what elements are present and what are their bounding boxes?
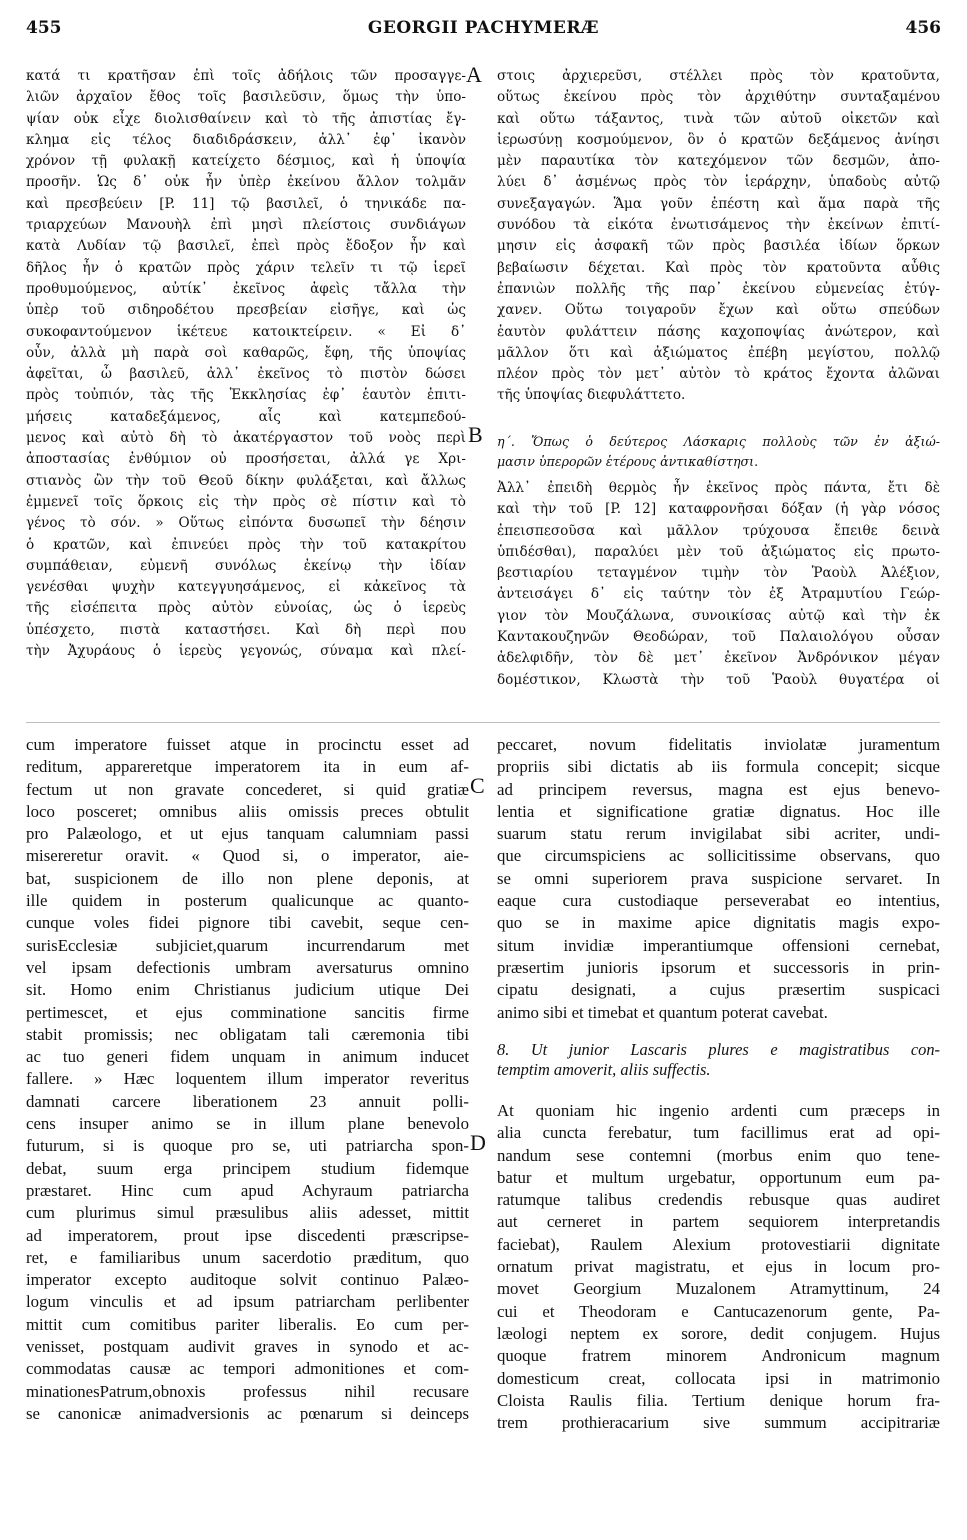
latin-text-line: ret, e familiaribus unum sacerdotio præditum, quo bbox=[26, 1247, 469, 1267]
greek-text-left-column bbox=[26, 66, 466, 662]
greek-text-line: οὖν, ἀλλὰ μὴ παρὰ σοὶ καθαρῶς, ἔφη, τῆς ὑποψίας bbox=[26, 344, 466, 361]
latin-text-line: vel ipsam defectionis umbram aversaturus omnino bbox=[26, 957, 469, 977]
greek-text-line: ἑαυτὸν φυλάττειν πάσης καχοποψίας ἀνώτερον, καὶ bbox=[497, 323, 940, 340]
greek-text-line: λύει δ᾽ ἀσμένως πρὸς τὸν ἱεράρχην, ὑπαδοὺς αὐτῷ bbox=[497, 174, 940, 191]
latin-text-line: quoque fratrem minorem Andronicum magnum bbox=[497, 1346, 940, 1366]
greek-text-line: τῆς ὑποψίας διεφυλάττετο. bbox=[497, 387, 686, 404]
latin-text-line: situm invidiæ imperantiumque offensioni cernebat, bbox=[497, 935, 940, 955]
latin-text-line: pertimescet, et ejus comminatione sancitis firme bbox=[26, 1002, 469, 1022]
latin-text-line: imperator excepto auditoque solvit continuo Palæo- bbox=[26, 1270, 469, 1290]
greek-text-line: ἀποστασίας ἐνθύμιον οὐ προσήσεται, ἀλλά γε Χρι- bbox=[26, 451, 466, 468]
chapter-heading-line: μασιν ὑπερορῶν ἑτέρους ἀντικαθίστησι. bbox=[497, 454, 759, 469]
latin-text-line: cum imperatore fuisset atque in procinctu esset ad bbox=[26, 735, 469, 754]
latin-text-left-column bbox=[26, 734, 469, 1425]
greek-text-line: τῆς εἰσέπειτα πρὸς αὐτὸν εὐνοίας, ὡς ὁ ἱερεὺς bbox=[26, 600, 466, 617]
latin-text-line: mittit cum comitibus pariter liberalis. Eo cum per- bbox=[26, 1314, 469, 1334]
greek-text-line: στοις ἀρχιερεῦσι, στέλλει πρὸς τὸν κρατοῦντα, bbox=[497, 68, 940, 84]
latin-text-line: cunque voles fidei pignore tibi cavebit, seque cen- bbox=[26, 913, 469, 933]
greek-text-line: τριαρχεύων Μανουὴλ ἐπὶ μησὶ πλείστοις συνδιάγων bbox=[26, 217, 466, 234]
greek-text-line: συνόδου τὰ εἰκότα ἐνωτισάμενος τὴν ἐκείνων ἐπιτί- bbox=[497, 217, 940, 234]
latin-text-line: faciebat), Raulem Alexium protovestiarii dignitate bbox=[497, 1234, 940, 1254]
latin-text-line: eaque cura custodiaque perseverabat eo intentius, bbox=[497, 891, 940, 911]
latin-text-line: trem prothieracarium sive summum accipitrariæ bbox=[497, 1413, 940, 1433]
latin-text-line: quo se in maxime apice dignitatis magis expo- bbox=[497, 913, 940, 933]
latin-text-line: commodatas causæ ac tempori admonitiones et com- bbox=[26, 1359, 469, 1379]
chapter-heading-line: 8. Ut junior Lascaris plures e magistratibus con- bbox=[497, 1040, 940, 1059]
latin-text-line: lentia et significatione gratiæ dignatus. Hoc ille bbox=[497, 801, 940, 821]
latin-text-line: pro Palæologo, et ut ejus tanquam calumniam passi bbox=[26, 824, 469, 844]
latin-text-line: ad imperatorem, prout ipse discedenti præscripse- bbox=[26, 1225, 469, 1245]
greek-text-line: πρὸς τοὐπιόν, τὰς τῆς Ἐκκλησίας ἐφ᾽ ἑαυτὸν ἐπιτι- bbox=[26, 387, 466, 404]
greek-text-line: ἐπανιὼν πολλῆς τῆς παρ᾽ ἐκείνου εὐμενείας ἐτύγ- bbox=[497, 280, 940, 297]
latin-text-line: ille quidem in posterum qualicunque ac quanto- bbox=[26, 891, 469, 911]
greek-text-line: συνεξαγαγών. Ἅμα γοῦν ἐπέστη καὶ ἅμα παρὰ τῆς bbox=[497, 195, 940, 212]
greek-text-line: γενέσθαι ψυχὴν κατεγγυησάμενος, εἰ κἀκεῖνος τὰ bbox=[26, 579, 466, 596]
latin-text-line: que circumspiciens ac sollicitissime observans, quo bbox=[497, 846, 940, 866]
latin-chapter-heading bbox=[497, 1040, 940, 1080]
greek-text-line: προθυμούμενος, αὐτίκ᾽ ἐκεῖνος ἀφεὶς τἄλλα τὴν bbox=[26, 280, 466, 297]
margin-letter-d: D bbox=[470, 1130, 486, 1155]
page-number-left: 455 bbox=[26, 18, 62, 38]
greek-text-line: πλέον πρὸς τὸν μετ᾽ αὐτὸν τὸ κράτος ἔχοντα ἀλῶναι bbox=[497, 366, 940, 383]
latin-text-line: ac tuo generi fidem unquam in animum inducet bbox=[26, 1047, 469, 1067]
latin-text-line: reditum, appareretque imperatorem ita in eum af- bbox=[26, 757, 469, 777]
page-header bbox=[0, 18, 967, 48]
latin-text-line: suarum statu rerum invigilabat sibi acriter, undi- bbox=[497, 824, 940, 844]
greek-text-line: συμπάθειαν, εὐμενῆ συνόλως ἐκείνῳ τὴν ἰδίαν bbox=[26, 557, 466, 574]
greek-text-line: συκοφαντούμενον ἱκέτευε κατοικτείρειν. « Εἰ δ᾽ bbox=[26, 323, 466, 340]
greek-text-line: μὲν παραυτίκα τὸν κατεχόμενον τῶν δεσμῶν, ἀπο- bbox=[497, 153, 940, 170]
page-number-right: 456 bbox=[905, 18, 941, 38]
latin-text-line: aut cerneret in partem sequiorem interpretandis bbox=[497, 1212, 940, 1232]
greek-chapter-heading bbox=[497, 432, 940, 472]
latin-text-line: læologi neptem ex sorore, dedit conjugem. Hujus bbox=[497, 1323, 940, 1343]
greek-text-line: ὑπέσχετο, πιστὰ καταστήσει. Καὶ δὴ περὶ που bbox=[26, 621, 466, 638]
greek-text-line: χρόνον τῇ φυλακῇ κατείχετο δέσμιος, καὶ ἡ ὑποψία bbox=[26, 153, 466, 170]
greek-text-line: προσῆν. Ὡς δ᾽ οὐκ ἦν ὑπὲρ ἐκείνου ἄλλον τολμᾶν bbox=[26, 174, 466, 191]
latin-text-line: At quoniam hic ingenio ardenti cum præceps in bbox=[497, 1101, 940, 1120]
greek-latin-divider bbox=[26, 722, 940, 723]
greek-text-line: βεβαίωσιν δέχεται. Καὶ πρὸς τὸν κρατοῦντα αὖθις bbox=[497, 259, 940, 276]
greek-text-line: γένος τὸ σόν. » Οὕτως εἰπόντα δυσωπεῖ τὴν δέησιν bbox=[26, 515, 466, 532]
latin-text-line: fectum ut non gravate concederet, si quid gratiæ bbox=[26, 779, 469, 799]
greek-text-line: ὁ κρατῶν, καὶ ἐπινεύει πρὸς τὴν τοῦ κατακρίτου bbox=[26, 536, 466, 553]
greek-text-line: καὶ τὴν τοῦ [P. 12] καταφρονῆσαι δόξαν (ἡ γὰρ νόσος bbox=[497, 501, 940, 518]
greek-text-line: ἐπεισπεσοῦσα καὶ μᾶλλον τρύχουσα ἔπειθε δεινὰ bbox=[497, 522, 940, 539]
greek-text-line: κατά τι κρατῆσαν ἐπὶ τοῖς ἀδήλοις τῶν προσαγγε- bbox=[26, 68, 466, 84]
chapter-heading-line: η΄. Ὅπως ὁ δεύτερος Λάσκαρις πολλοὺς τῶν ἐν ἀξιώ- bbox=[497, 434, 940, 449]
greek-text-line: μήσεις καταδεξάμενος, αἷς καὶ κατεμπεδού- bbox=[26, 408, 466, 425]
latin-text-line: movet Georgium Muzalonem Atramyttinum, 24 bbox=[497, 1279, 940, 1299]
margin-letter-b: B bbox=[468, 422, 483, 447]
greek-text-line: ἀδελφιδῆν, τὸν δὲ μετ᾽ ἐκεῖνον Ἀνδρόνικον μέγαν bbox=[497, 650, 940, 667]
latin-text-line: debat, suum erga principem studium fidemque bbox=[26, 1158, 469, 1178]
greek-text-line: ὑπὲρ τοῦ σιδηροδέτου πρεσβείαν εἰσῆγε, καὶ ὡς bbox=[26, 302, 466, 319]
greek-text-line: οὕτως ἐκείνου πρὸς τὸν ἀρχιθύτην συνταξαμένου bbox=[497, 89, 940, 106]
latin-text-line: domesticum creat, collocata ipsi in matrimonio bbox=[497, 1368, 940, 1388]
greek-text-line: δῆλος ἦν ὁ κρατῶν πρὸς χάριν τελεῖν τι τῷ ἱερεῖ bbox=[26, 259, 466, 276]
greek-text-line: λιῶν ἀρχαῖον ἔθος τοῖς βασιλεῦσιν, ὅμως τὴν ὑπο- bbox=[26, 89, 466, 106]
latin-text-right-column bbox=[497, 734, 940, 1024]
running-title: GEORGII PACHYMERÆ bbox=[367, 18, 600, 38]
greek-text-right-column bbox=[497, 66, 940, 407]
greek-text-line: Καντακουζηνῶν Θεοδώραν, τοῦ Παλαιολόγου οὖσαν bbox=[497, 629, 940, 646]
latin-text-line: fallere. » Hæc loquentem illum imperator reveritus bbox=[26, 1069, 469, 1089]
greek-text-line: μᾶλλον ὅτι καὶ ἀξιώματος ἐπέβη μεγίστου, πολλῷ bbox=[497, 344, 940, 361]
greek-text-line: ἀφεῖται, ὦ βασιλεῦ, ἀλλ᾽ ἐκεῖνος τὸ πιστὸν δώσει bbox=[26, 366, 466, 383]
latin-text-line: ornatum privat magistratu, et ejus in locum pro- bbox=[497, 1257, 940, 1277]
latin-text-line: præstaret. Hinc cum apud Achyraum patriarcha bbox=[26, 1180, 469, 1200]
latin-text-line: bat, suspicionem de illo non plene deponis, at bbox=[26, 868, 469, 888]
latin-text-line: sit. Homo enim Christianus judicium utique Dei bbox=[26, 980, 469, 1000]
latin-text-line: alia cuncta ferebatur, tum facillimus erat ad opi- bbox=[497, 1123, 940, 1143]
greek-text-line: καὶ οὕτω τάξαντος, τινὰ τῶν αὐτοῦ οἰκετῶν καὶ bbox=[497, 110, 940, 127]
greek-text-line: γιον τὸν Μουζάλωνα, συνοικίσας αὐτῷ καὶ τὴν ἐκ bbox=[497, 607, 940, 624]
latin-text-line: minationesPatrum,obnoxis professus nihil recusare bbox=[26, 1381, 469, 1401]
greek-text-line: στιανὸς ὢν τὴν τοῦ Θεοῦ δίκην φυλάξεται, καὶ ἄλλως bbox=[26, 472, 466, 489]
greek-text-line: βεστιαρίου τεταγμένον τιμὴν τὸν Ῥαοὺλ Ἀλέξιον, bbox=[497, 565, 940, 582]
latin-text-line: præsertim junioris ipsorum et successoris in prin- bbox=[497, 957, 940, 977]
greek-text-line: χανεν. Οὕτω τοιγαροῦν ἔχων καὶ οὕτω σπεύδων bbox=[497, 302, 940, 319]
greek-text-line: ἐμμενεῖ τοῖς ὅρκοις εἰς τὴν πρὸς σὲ πίστιν καὶ τὸ bbox=[26, 493, 466, 510]
chapter-heading-line: temptim amoverit, aliis suffectis. bbox=[497, 1060, 711, 1079]
latin-text-line: se omni superiorem prava suspicione servaret. In bbox=[497, 868, 940, 888]
latin-text-line: cipatu designati, a cujus præsertim suspicaci bbox=[497, 980, 940, 1000]
latin-text-line: propriis sibi dictatis ab iis formula concepit; sicque bbox=[497, 757, 940, 777]
margin-letter-a: A bbox=[466, 62, 482, 87]
latin-text-line: ratumque talibus credendis rebusque quas audiret bbox=[497, 1190, 940, 1210]
greek-text-line: κλημα εἰς τέλος διαδιδράσκειν, ἀλλ᾽ ἐφ᾽ ἱκανὸν bbox=[26, 131, 466, 148]
latin-text-line: Cloista Raulis filia. Tertium denique horum fra- bbox=[497, 1390, 940, 1410]
latin-text-line: misereretur oravit. « Quod si, o imperator, aie- bbox=[26, 846, 469, 866]
greek-text-line: ὑπιδέσθαι), παραλύει μὲν τοῦ ἀξιώματος εἰς πρωτο- bbox=[497, 543, 940, 560]
latin-text-line: cum plurimus simul præsulibus aliis adesset, mittit bbox=[26, 1203, 469, 1223]
greek-text-line: Ἀλλ᾽ ἐπειδὴ θερμὸς ἦν ἐκεῖνος πρὸς πάντα, ἔτι δὲ bbox=[497, 480, 940, 496]
greek-text-line: ἱερωσύνῃ κοσμούμενον, ὃν ὁ κρατῶν δεξάμενος ἀνίησι bbox=[497, 131, 940, 148]
latin-text-line: futurum, si is quoque pro se, uti patriarcha spon- bbox=[26, 1136, 469, 1156]
latin-text-line: peccaret, novum fidelitatis inviolatæ juramentum bbox=[497, 735, 940, 754]
latin-text-line: nandum sese contemni (morbus enim quo tene- bbox=[497, 1145, 940, 1165]
latin-text-line: logum vinculis et ad ipsum patriarcham perlibenter bbox=[26, 1292, 469, 1312]
latin-text-line: loco posceret; omnibus aliis omissis preces obtulit bbox=[26, 801, 469, 821]
latin-text-line: venisset, postquam audivit graves in synodo et ac- bbox=[26, 1337, 469, 1357]
greek-text-line: ἀντεισάγει δ᾽ εἰς ταύτην τὸν ἐξ Ἀτραμυτίου Γεώρ- bbox=[497, 586, 940, 603]
latin-text-line: damnati carcere liberationem 23 annuit polli- bbox=[26, 1091, 469, 1111]
latin-text-right-column-continued bbox=[497, 1100, 940, 1434]
margin-letter-c: C bbox=[470, 773, 485, 798]
latin-text-line: se canonicæ animadversionis ac pœnarum si deinceps bbox=[26, 1403, 469, 1423]
latin-text-line: ad principem reversus, magna est ejus benevo- bbox=[497, 779, 940, 799]
greek-text-line: μενος καὶ αὐτὸ δὴ τὸ ἀκατέργαστον τοῦ νοὸς περὶ bbox=[26, 430, 466, 447]
greek-text-line: καὶ πρεσβεύειν [P. 11] τῷ βασιλεῖ, ὁ τηνικάδε πα- bbox=[26, 195, 466, 212]
latin-text-line: animo sibi et timebat et quantum poterat cavebat. bbox=[497, 1002, 828, 1022]
greek-text-right-column-continued bbox=[497, 478, 940, 691]
greek-text-line: τὴν Ἀχυράους ὁ ἱερεὺς γεγονώς, σύναμα καὶ πλεί- bbox=[26, 643, 466, 660]
latin-text-line: stabit promissis; nec obligatam tali cæremonia tibi bbox=[26, 1024, 469, 1044]
latin-text-line: batur et multum urgebatur, opportunum eum pa- bbox=[497, 1167, 940, 1187]
latin-text-line: surisEcclesiæ subjiciet,quarum incurrendarum met bbox=[26, 935, 469, 955]
greek-text-line: δομέστικον, Κλωστὰ τὴν τοῦ Ῥαοὺλ θυγατέρα οἱ bbox=[497, 671, 940, 688]
greek-text-line: ψίαν οὐκ εἶχε διολισθαίνειν καὶ τὸ τῆς ἀπιστίας ἔγ- bbox=[26, 110, 466, 127]
greek-text-line: κατὰ Λυδίαν τῷ βασιλεῖ, ἐπεὶ πρὸς ἔδοξον ἦν καὶ bbox=[26, 238, 466, 255]
greek-text-line: μησιν εἰς ἀσφακῆ τῶν πρὸς βασιλέα ἰδίων ὅρκων bbox=[497, 238, 940, 255]
latin-text-line: cens insuper animo se in illum plane benevolo bbox=[26, 1114, 469, 1134]
latin-text-line: cui et Theodoram e Cantucazenorum gente, Pa- bbox=[497, 1301, 940, 1321]
